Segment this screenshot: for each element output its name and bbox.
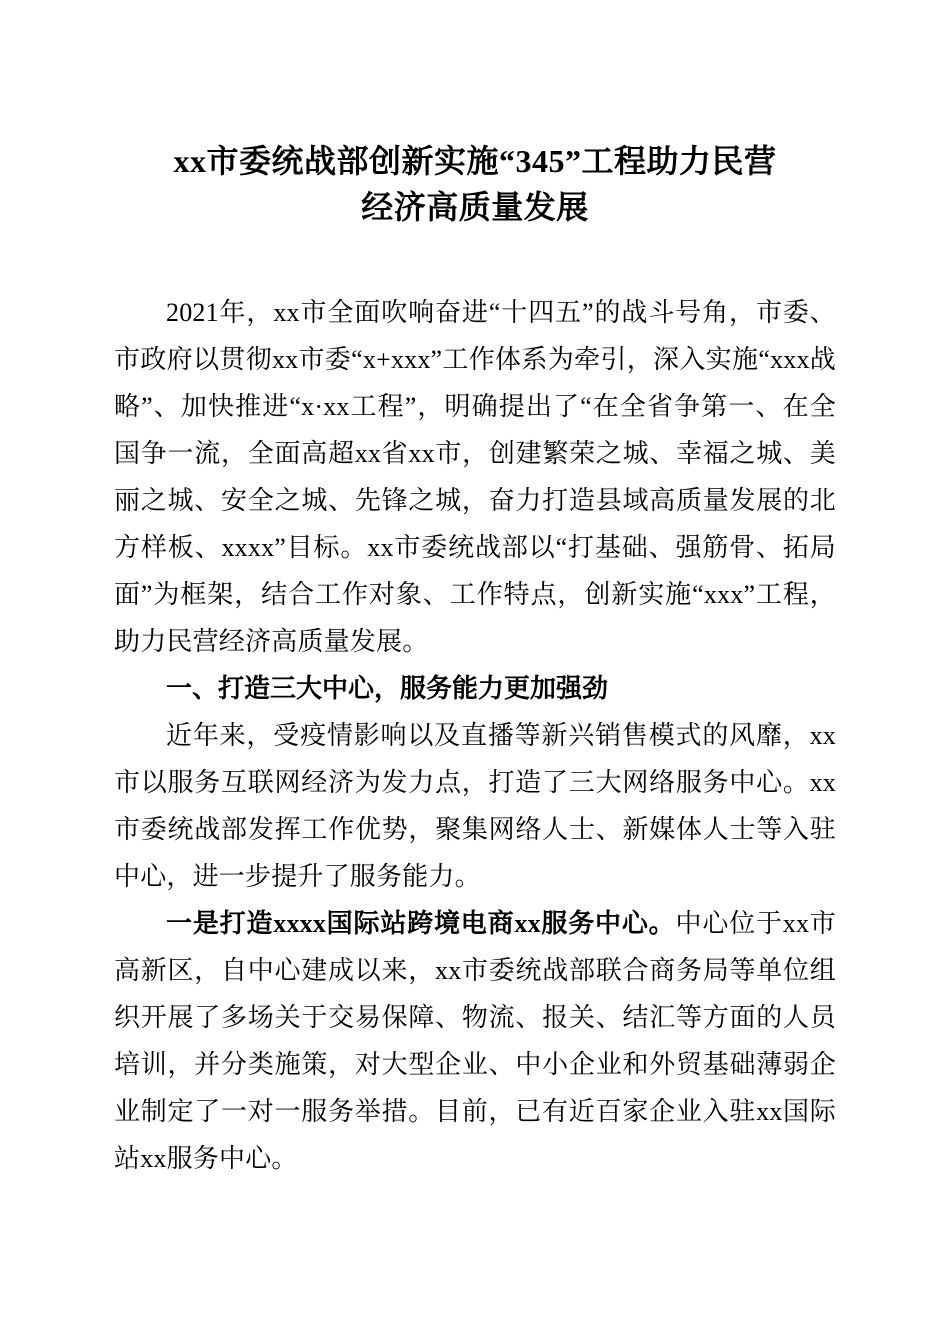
paragraph-intro: 2021年，xx市全面吹响奋进“十四五”的战斗号角，市委、市政府以贯彻xx市委“x+xxx”工作体系为牵引，深入实施“xxx战略”、加快推进“x·xx工程”，明确提出了“在全省争第一、在全国争一流，全面高超xx省xx市，创建繁荣之城、幸福之城、美丽之城、安全之城、先锋之城，奋力打造县域高质量发展的北方样板、xxxx”目标。xx市委统战部以“打基础、强筋骨、拓局面”为框架，结合工作对象、工作特点，创新实施“xxx”工程，助力民营经济高质量发展。: [114, 297, 836, 656]
document-title-line-1: xx市委统战部创新实施“345”工程助力民营: [173, 143, 777, 179]
document-title: [114, 138, 836, 231]
document-title-line-2: 经济高质量发展: [361, 189, 589, 226]
section-heading-1: 一、打造三大中心，服务能力更加强劲: [166, 672, 609, 703]
paragraph-service-center: [114, 900, 836, 1182]
paragraph-service-center-lead: 一是打造xxxx国际站跨境电商xx服务中心。: [166, 908, 676, 938]
paragraph-section-1-overview: 近年来，受疫情影响以及直播等新兴销售模式的风靡，xx市以服务互联网经济为发力点，打造了三大网络服务中心。xx市委统战部发挥工作优势，聚集网络人士、新媒体人士等入驻中心，进一步提升了服务能力。: [114, 720, 836, 891]
paragraph-service-center-body: 中心位于xx市高新区，自中心建成以来，xx市委统战部联合商务局等单位组织开展了多场关于交易保障、物流、报关、结汇等方面的人员培训，并分类施策，对大型企业、中小企业和外贸基础薄弱企业制定了一对一服务举措。目前，已有近百家企业入驻xx国际站xx服务中心。: [114, 908, 837, 1173]
